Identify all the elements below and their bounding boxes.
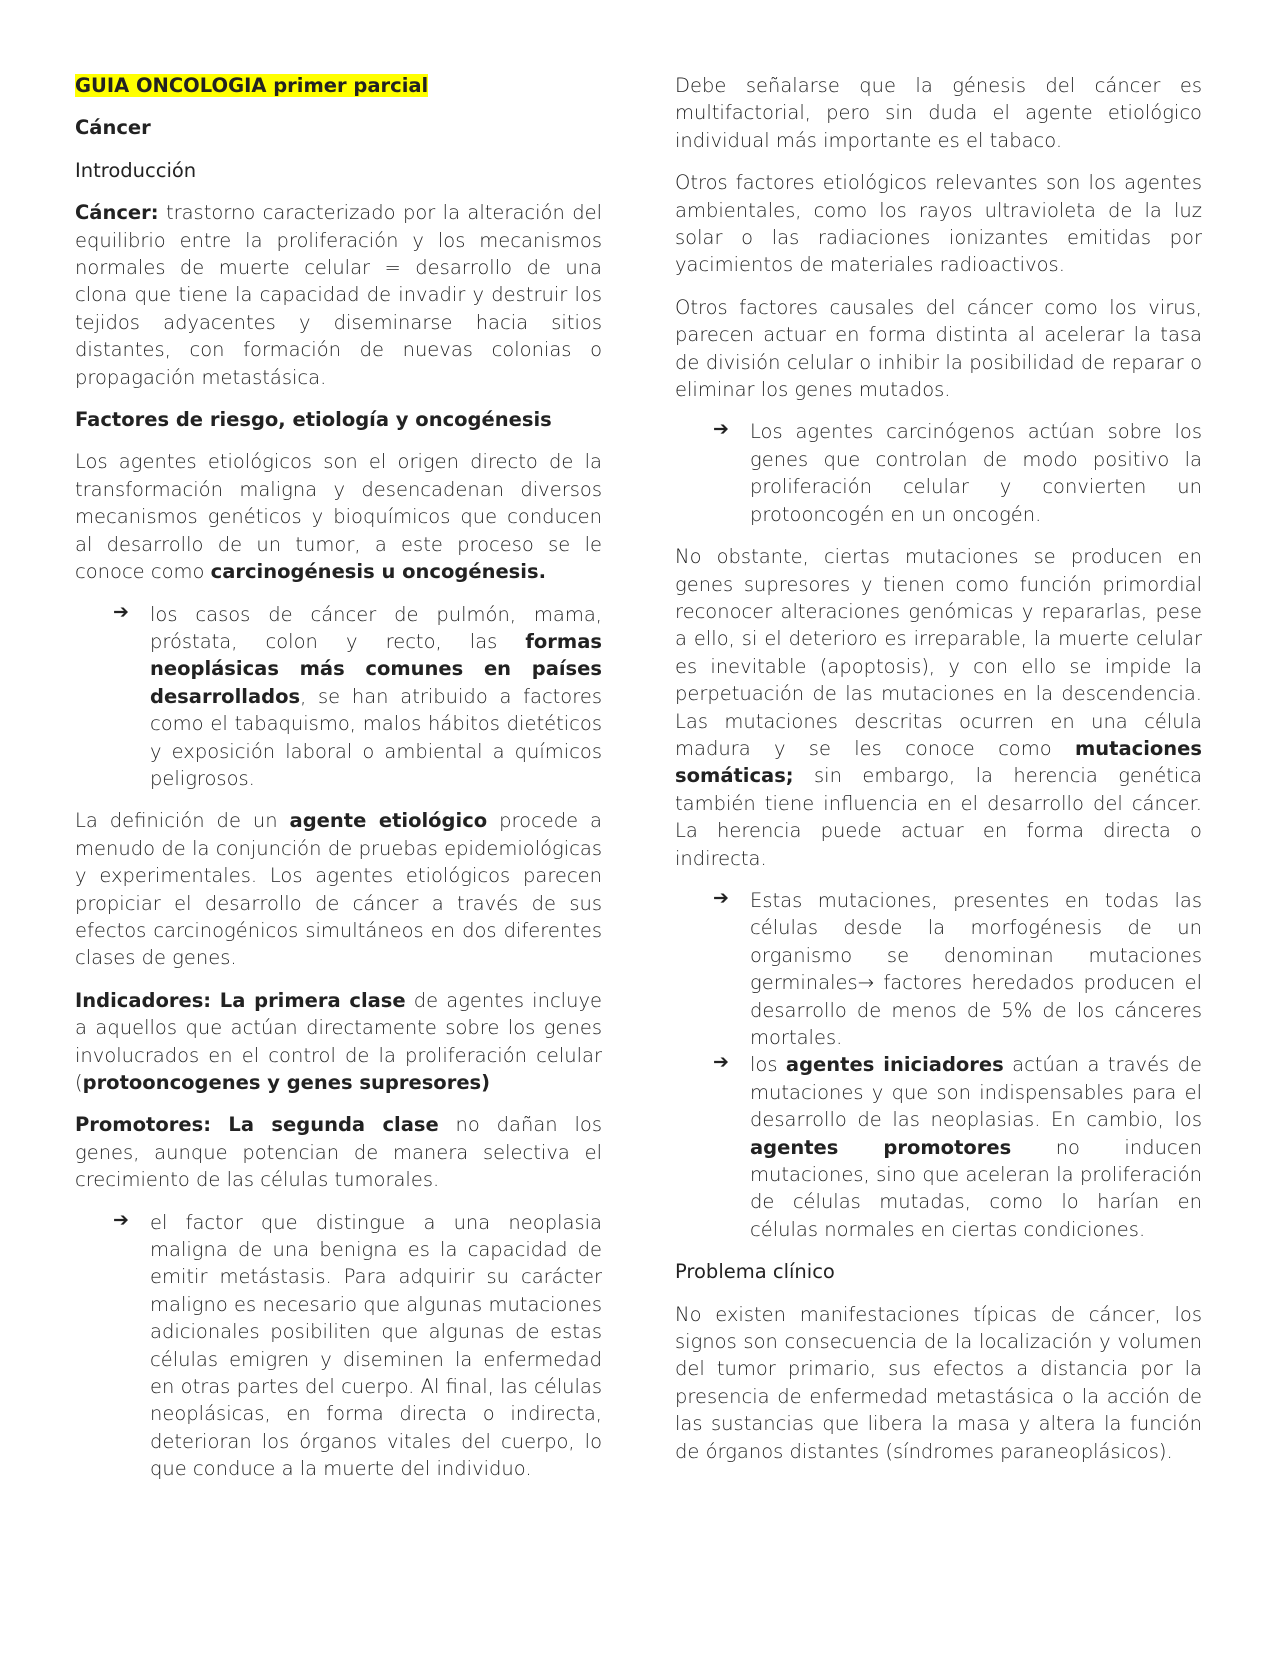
mutations-paragraph: [675, 543, 1202, 872]
arrow-right-icon: ➔: [713, 886, 729, 909]
promoters-paragraph: [75, 1111, 602, 1193]
promoting-agents-term: agentes promotores: [750, 1135, 1012, 1159]
bullet-text: los casos de cáncer de pulmón, mama, próstata, colon y recto, las: [150, 602, 602, 653]
paragraph-text: La definición de un: [75, 809, 290, 833]
viruses-paragraph: Otros factores causales del cáncer como los virus, parecen actuar en forma distinta al acelerar la tasa de división celular o inhibir la posibilidad de reparar o eliminar los genes mutados.: [675, 295, 1202, 402]
multifactorial-paragraph: Debe señalarse que la génesis del cáncer es multifactorial, pero sin duda el agente etiológico individual más importante es el tabaco.: [675, 74, 1202, 152]
protooncogenes-term: protooncogenes y genes supresores): [82, 1071, 491, 1094]
bullet-text: actúan a través de mutaciones y que son indispensables para el desarrollo de las neoplasias. En cambio, los: [750, 1053, 1202, 1132]
somatic-mutations-term: mutaciones somáticas;: [675, 736, 1202, 788]
heading-clinical-problem: Problema clínico: [675, 1260, 835, 1284]
environmental-paragraph: Otros factores etiológicos relevantes son los agentes ambientales, como los rayos ultravioleta de la luz solar o las radiaciones ionizantes emitidas por yacimientos de materiales radioactivos.: [675, 171, 1202, 277]
agents-text: Los agentes etiológicos son el origen directo de la transformación maligna y desencadenan diversos mecanismos genéticos y bioquímicos que conducen al desarrollo de un tumor, a este proceso se le conoce como: [75, 450, 602, 584]
carcinogenesis-term: carcinogénesis u oncogénesis.: [210, 560, 546, 584]
paragraph-text: de agentes incluye a aquellos que actúan directamente sobre los genes involucrados en el control de la proliferación celular (: [75, 988, 602, 1094]
title-highlight: GUIA ONCOLOGIA primer parcial: [75, 74, 429, 97]
right-column: [675, 72, 1202, 1480]
paragraph-text: No obstante, ciertas mutaciones se producen en genes supresores y tienen como función primordial reconocer alteraciones genómicas y repararlas, pese a ello, si el deterioro es irreparable, la muerte celular es inevitable (apoptosis), y con ello se impide la perpetuación de las mutaciones en la descendencia. Las mutaciones descritas ocurren en una célula madura y se les conoce como: [675, 545, 1202, 760]
bullet-item: [675, 1051, 1202, 1243]
heading-risk-factors: Factores de riesgo, etiología y oncogénesis: [75, 408, 552, 432]
heading-cancer: Cáncer: [75, 116, 151, 140]
bullet-text: no inducen mutaciones, sino que aceleran la proliferación de células mutadas, como lo harían en células normales en ciertas condiciones.: [750, 1135, 1203, 1241]
bullet-item: [75, 1209, 602, 1483]
promoters-label: Promotores: La segunda clase: [75, 1113, 439, 1137]
bullet-item: [675, 887, 1202, 1051]
cancer-label: Cáncer:: [75, 201, 159, 225]
indicators-paragraph: [75, 987, 602, 1097]
arrow-right-icon: ➔: [113, 1208, 129, 1231]
arrow-right-icon: ➔: [713, 418, 729, 441]
agents-paragraph: [75, 448, 602, 585]
document-title: [75, 72, 602, 99]
paragraph-text: sin embargo, la herencia genética también tiene influencia en el desarrollo del cáncer. La herencia puede actuar en forma directa o indirecta.: [675, 764, 1202, 870]
paragraph-text: procede a menudo de la conjunción de pruebas epidemiológicas y experimentales. Los agentes etiológicos parecen propiciar el desarrollo de cáncer a través de sus efectos carcinogénicos simultáneos en dos diferentes clases de genes.: [75, 809, 602, 970]
cancer-definition: [75, 199, 602, 391]
bullet-text: Los agentes carcinógenos actúan sobre los genes que controlan de modo positivo la proliferación celular y convierten un protooncogén en un oncogén.: [750, 420, 1202, 526]
bullet-text: los: [750, 1053, 786, 1077]
cancer-definition-text: trastorno caracterizado por la alteración del equilibrio entre la proliferación y los mecanismos normales de muerte celular = desarrollo de una clona que tiene la capacidad de invadir y destruir los tejidos adyacentes y diseminarse hacia sitios distantes, con formación de nuevas colonias o propagación metastásica.: [75, 201, 602, 389]
arrow-right-icon: ➔: [113, 600, 129, 623]
bullet-item: [75, 601, 602, 793]
etiologic-agent-paragraph: [75, 807, 602, 971]
etiologic-agent-term: agente etiológico: [289, 809, 488, 833]
initiating-agents-term: agentes iniciadores: [785, 1053, 1004, 1077]
bullet-text: el factor que distingue a una neoplasia maligna de una benigna es la capacidad de emitir metástasis. Para adquirir su carácter maligno es necesario que algunas mutaciones adicionales posibiliten que algunas de estas células emigren y diseminen la enfermedad en otras partes del cuerpo. Al final, las células neoplásicas, en forma directa o indirecta, deterioran los órganos vitales del cuerpo, lo que conduce a la muerte del individuo.: [150, 1210, 602, 1481]
bullet-text: Estas mutaciones, presentes en todas las células desde la morfogénesis de un organismo se denominan mutaciones germinales→ factores heredados producen el desarrollo de menos de 5% de los cánceres mortales.: [750, 888, 1202, 1049]
bullet-item: [675, 418, 1202, 528]
heading-introduction: Introducción: [75, 158, 197, 182]
paragraph-text: no dañan los genes, aunque potencian de manera selectiva el crecimiento de las células tumorales.: [75, 1113, 603, 1192]
indicators-label: Indicadores: La primera clase: [75, 988, 406, 1012]
arrow-right-icon: ➔: [713, 1051, 729, 1074]
bullet-text: , se han atribuido a factores como el tabaquismo, malos hábitos dietéticos y exposición laboral o ambiental a químicos peligrosos.: [150, 684, 602, 790]
bullet-bold: formas neoplásicas más comunes en países desarrollados: [150, 629, 602, 708]
clinical-paragraph: No existen manifestaciones típicas de cáncer, los signos son consecuencia de la localización y volumen del tumor primario, sus efectos a distancia por la presencia de enfermedad metastásica o la acción de las sustancias que libera la masa y altera la función de órganos distantes (síndromes paraneoplásicos).: [675, 1302, 1202, 1463]
left-column: [75, 72, 602, 1498]
